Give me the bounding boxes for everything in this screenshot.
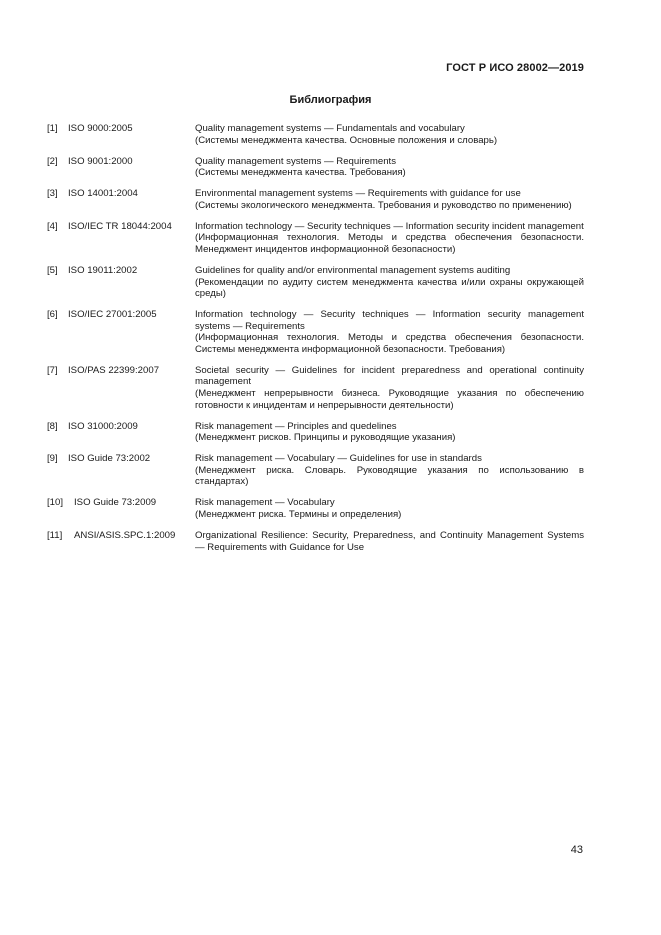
entry-number: [9] <box>47 453 58 465</box>
entry-title-en: Organizational Resilience: Security, Preparedness, and Continuity Management Systems — Requirements with Guidance for Use <box>195 529 584 553</box>
entry-description <box>195 221 584 256</box>
entry-number: [6] <box>47 309 58 321</box>
entry-number: [11] <box>47 529 63 541</box>
entry-standard-code: ISO 9001:2000 <box>68 155 133 167</box>
entry-description <box>195 156 584 179</box>
entry-title-ru: (Информационная технология. Методы и средства обеспечения безопасности. Менеджмент инцидентов информационной безопасности) <box>195 232 584 255</box>
entry-description <box>195 188 584 211</box>
entry-number: [10] <box>47 497 64 509</box>
entry-standard-code: ISO 14001:2004 <box>68 188 138 200</box>
entry-title-en: Risk management — Principles and quedelines <box>195 420 397 432</box>
entry-standard-code: ISO Guide 73:2009 <box>74 497 157 509</box>
bibliography-entry <box>47 421 584 444</box>
bibliography-entry <box>47 365 584 411</box>
entry-title-ru: (Менеджмент непрерывности бизнеса. Руководящие указания по обеспечению готовности к инцидентам и непрерывности деятельности) <box>195 388 584 411</box>
entry-standard-code: ISO/PAS 22399:2007 <box>68 364 160 376</box>
entry-title-ru: (Системы менеджмента качества. Требования) <box>195 167 406 179</box>
entry-title-en: Societal security — Guidelines for incident preparedness and operational continuity management <box>195 364 584 388</box>
entry-number: [2] <box>47 155 58 167</box>
entry-standard-code: ISO Guide 73:2002 <box>68 453 151 465</box>
page-number: 43 <box>570 844 583 856</box>
entry-title-en: Guidelines for quality and/or environmental management systems auditing <box>195 264 511 276</box>
entry-title-en: Environmental management systems — Requirements with guidance for use <box>195 188 521 200</box>
bibliography-entry <box>47 497 584 520</box>
entry-number: [8] <box>47 420 58 432</box>
bibliography-entry <box>47 530 584 553</box>
entry-description <box>195 421 584 444</box>
entry-title-en: Information technology — Security techniques — Information security management systems — Requirements <box>195 309 584 332</box>
entry-title-en: Quality management systems — Fundamentals and vocabulary <box>195 123 465 134</box>
bibliography-entry <box>47 309 584 355</box>
entry-description <box>195 497 584 520</box>
entry-title-ru: (Менеджмент рисков. Принципы и руководящие указания) <box>195 432 456 444</box>
entry-number: [5] <box>47 264 58 276</box>
entry-standard-code: ANSI/ASIS.SPC.1:2009 <box>74 529 176 541</box>
entry-description <box>195 123 584 146</box>
section-title: Библиография <box>289 94 372 106</box>
bibliography-entry <box>47 123 584 146</box>
bibliography-entry <box>47 265 584 300</box>
entry-standard-code: ISO 31000:2009 <box>68 420 138 432</box>
entry-number: [1] <box>47 123 58 134</box>
document-code: ГОСТ Р ИСО 28002—2019 <box>446 62 584 74</box>
entry-standard-code: ISO/IEC TR 18044:2004 <box>68 220 172 232</box>
entry-number: [7] <box>47 364 58 376</box>
bibliography-entry <box>47 156 584 179</box>
entry-title-ru: (Менеджмент риска. Словарь. Руководящие указания по использованию в стандартах) <box>195 464 584 488</box>
entry-title-ru: (Менеджмент риска. Термины и определения) <box>195 508 402 520</box>
entry-number: [4] <box>47 220 58 232</box>
entry-title-en: Quality management systems — Requirements <box>195 155 397 167</box>
entry-standard-code: ISO 9000:2005 <box>68 123 133 134</box>
bibliography-list <box>47 123 584 563</box>
entry-number: [3] <box>47 188 58 200</box>
entry-title-en: Risk management — Vocabulary — Guidelines for use in standards <box>195 453 482 465</box>
entry-title-ru: (Системы менеджмента качества. Основные положения и словарь) <box>195 134 498 146</box>
entry-description <box>195 530 584 553</box>
entry-standard-code: ISO/IEC 27001:2005 <box>68 309 157 321</box>
entry-standard-code: ISO 19011:2002 <box>68 264 138 276</box>
entry-title-ru: (Рекомендации по аудиту систем менеджмента качества и/или охраны окружающей среды) <box>195 276 584 300</box>
entry-title-ru: (Системы экологического менеджмента. Требования и руководство по применению) <box>195 199 572 211</box>
bibliography-entry <box>47 221 584 256</box>
entry-description <box>195 365 584 411</box>
entry-description <box>195 453 584 488</box>
entry-title-en: Information technology — Security techniques — Information security incident management <box>195 220 584 232</box>
bibliography-entry <box>47 188 584 211</box>
bibliography-entry <box>47 453 584 488</box>
entry-title-ru: (Информационная технология. Методы и средства обеспечения безопасности. Системы менеджмента информационной безопасности. Требования) <box>195 332 584 355</box>
entry-description <box>195 309 584 355</box>
entry-description <box>195 265 584 300</box>
entry-title-en: Risk management — Vocabulary <box>195 497 335 509</box>
